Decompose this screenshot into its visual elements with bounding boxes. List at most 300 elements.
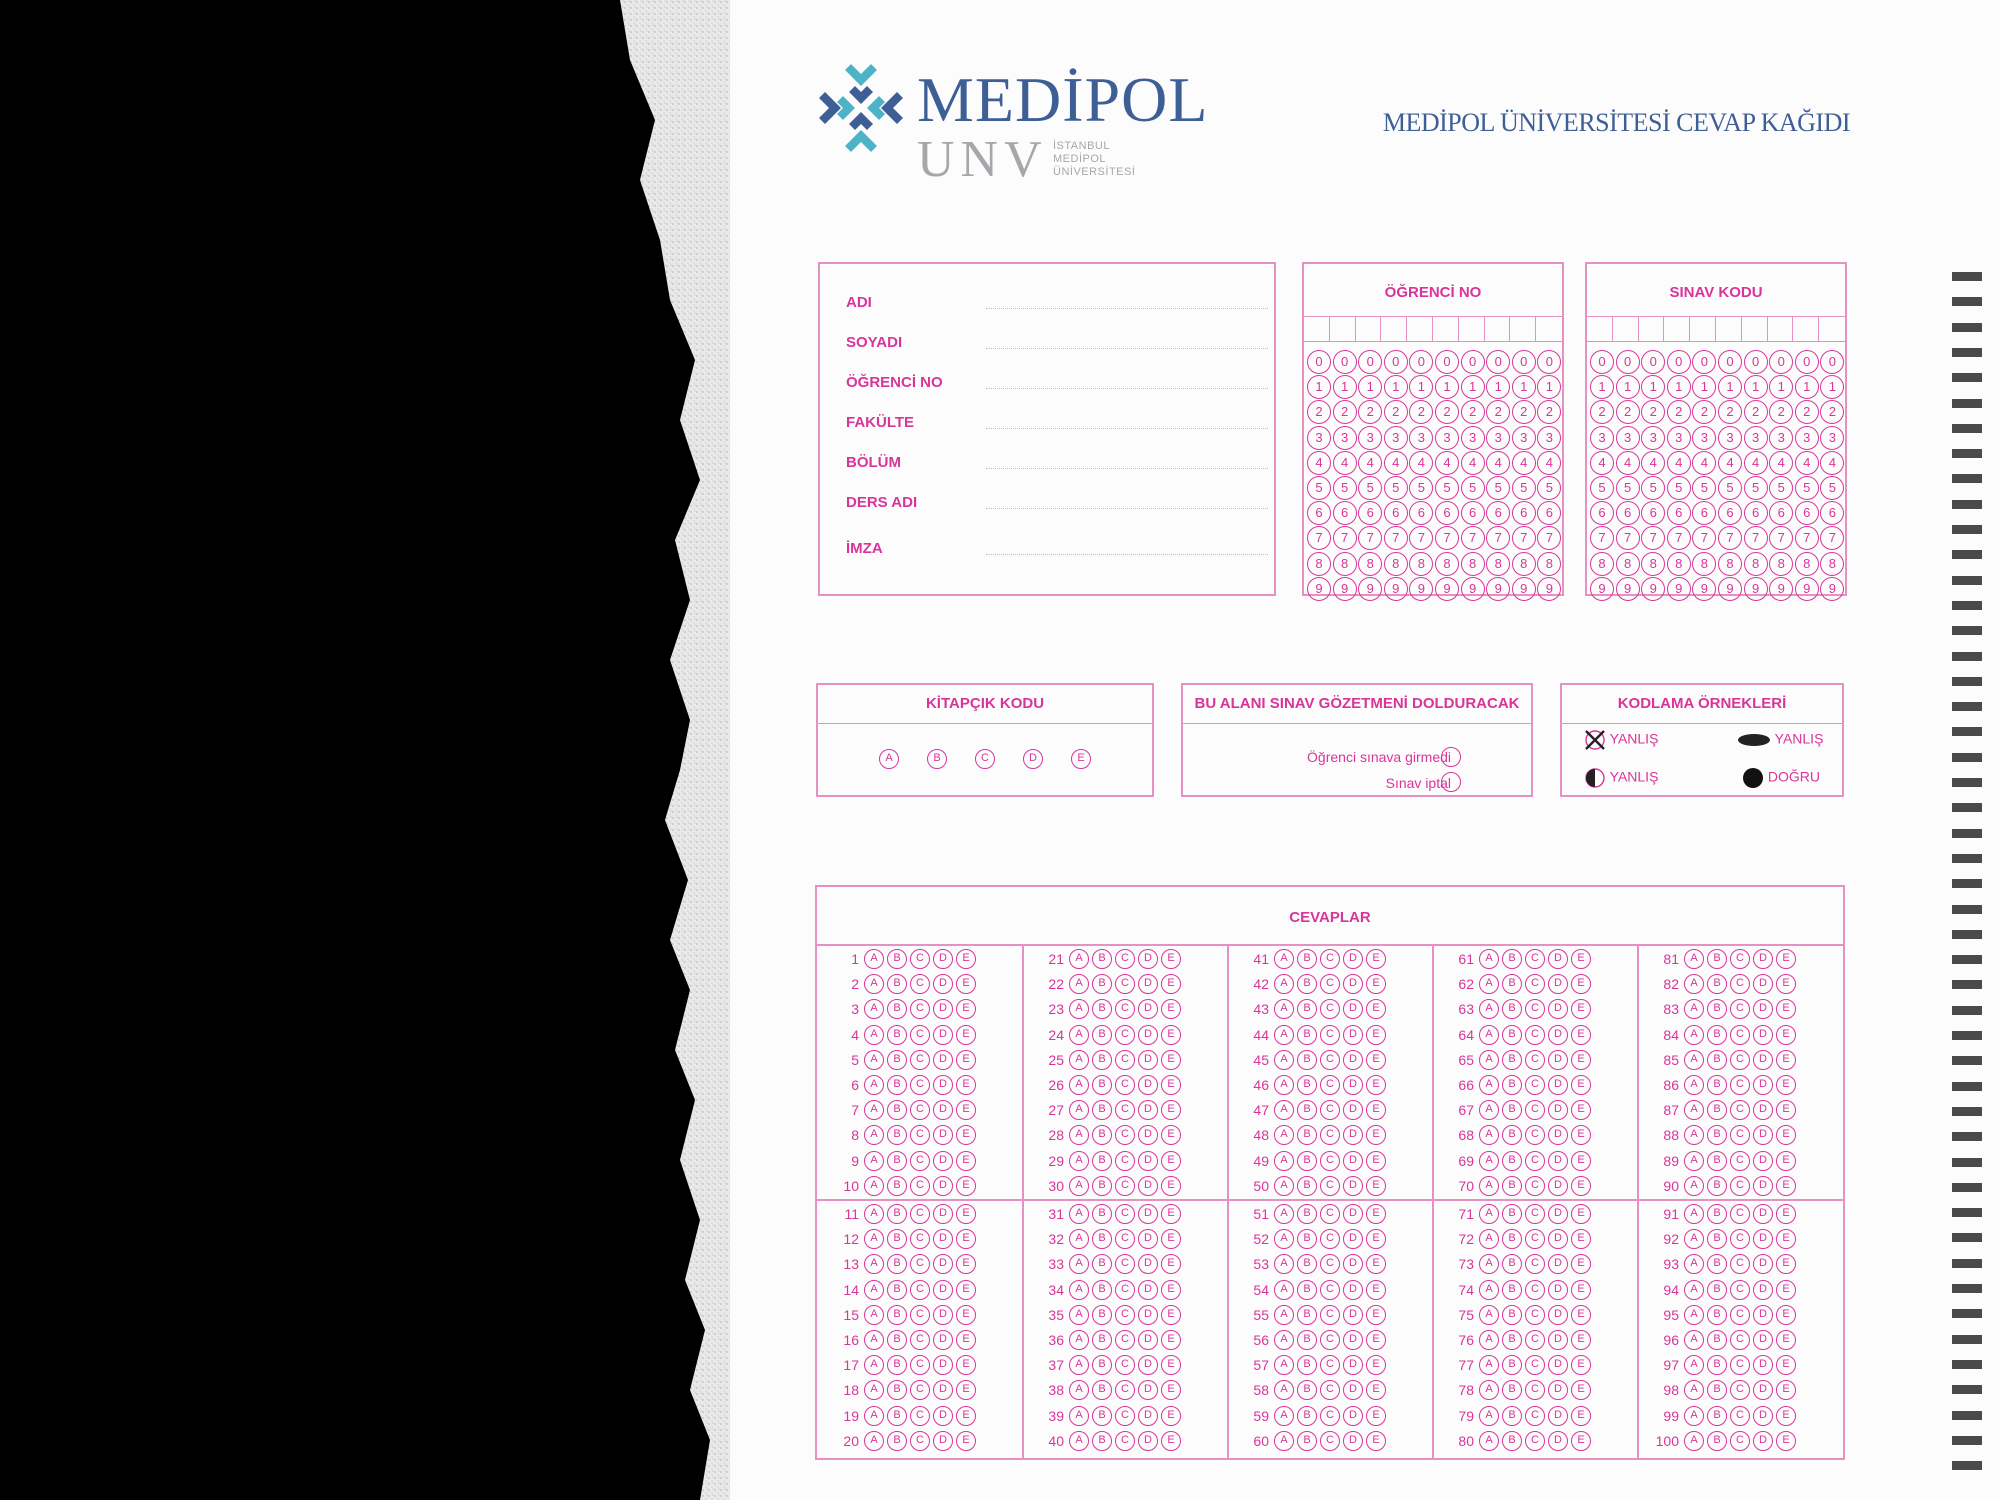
answer-bubble[interactable]: C [1525,1151,1545,1171]
answer-bubble[interactable]: A [1274,1280,1294,1300]
exam-code-digit-bubble[interactable]: 7 [1744,526,1768,550]
exam-code-digit-box[interactable] [1639,317,1665,341]
answer-bubble[interactable]: D [1753,1050,1773,1070]
student-number-digit-bubble[interactable]: 4 [1384,451,1408,475]
answer-bubble[interactable]: D [1548,1176,1568,1196]
answer-bubble[interactable]: D [933,1330,953,1350]
answer-bubble[interactable]: D [933,1176,953,1196]
answer-bubble[interactable]: A [1274,1229,1294,1249]
answer-bubble[interactable]: A [1684,1380,1704,1400]
answer-bubble[interactable]: D [1343,1050,1363,1070]
answer-bubble[interactable]: A [1069,1025,1089,1045]
answer-bubble[interactable]: A [864,1229,884,1249]
exam-code-digit-bubble[interactable]: 0 [1692,350,1716,374]
answer-bubble[interactable]: C [1730,1305,1750,1325]
answer-bubble[interactable]: D [1343,1330,1363,1350]
exam-code-digit-bubble[interactable]: 9 [1692,577,1716,601]
answer-bubble[interactable]: A [1274,1176,1294,1196]
exam-code-digit-bubble[interactable]: 8 [1744,552,1768,576]
answer-bubble[interactable]: E [1161,974,1181,994]
answer-bubble[interactable]: A [1479,1431,1499,1451]
exam-code-digit-bubble[interactable]: 2 [1820,400,1844,424]
answer-bubble[interactable]: C [1525,1204,1545,1224]
student-number-digit-bubble[interactable]: 4 [1435,451,1459,475]
answer-bubble[interactable]: D [933,999,953,1019]
answer-bubble[interactable]: D [1753,1254,1773,1274]
student-number-digit-bubble[interactable]: 5 [1307,476,1331,500]
answer-bubble[interactable]: E [1776,1100,1796,1120]
answer-bubble[interactable]: A [864,1075,884,1095]
answer-bubble[interactable]: A [1069,1406,1089,1426]
exam-code-digit-bubble[interactable]: 9 [1744,577,1768,601]
exam-code-digit-bubble[interactable]: 2 [1590,400,1614,424]
student-number-digit-bubble[interactable]: 0 [1333,350,1357,374]
answer-bubble[interactable]: A [1069,949,1089,969]
answer-bubble[interactable]: B [887,999,907,1019]
exam-code-digit-bubble[interactable]: 7 [1641,526,1665,550]
answer-bubble[interactable]: C [910,1075,930,1095]
student-number-digit-bubble[interactable]: 2 [1537,400,1561,424]
answer-bubble[interactable]: D [1138,1204,1158,1224]
exam-code-digit-box[interactable] [1587,317,1613,341]
exam-code-digit-bubble[interactable]: 5 [1667,476,1691,500]
student-number-digit-bubble[interactable]: 2 [1409,400,1433,424]
exam-code-digit-box[interactable] [1664,317,1690,341]
answer-bubble[interactable]: B [887,1280,907,1300]
answer-bubble[interactable]: B [1092,1280,1112,1300]
answer-bubble[interactable]: E [956,1075,976,1095]
answer-bubble[interactable]: A [864,949,884,969]
answer-bubble[interactable]: B [1502,1406,1522,1426]
answer-bubble[interactable]: A [864,1431,884,1451]
answer-bubble[interactable]: B [1297,1406,1317,1426]
answer-bubble[interactable]: E [1571,949,1591,969]
answer-bubble[interactable]: B [1502,1355,1522,1375]
answer-bubble[interactable]: A [1479,1355,1499,1375]
answer-bubble[interactable]: A [1274,949,1294,969]
exam-code-digit-bubble[interactable]: 0 [1744,350,1768,374]
answer-bubble[interactable]: B [1707,1125,1727,1145]
student-number-digit-bubble[interactable]: 8 [1461,552,1485,576]
student-number-digit-bubble[interactable]: 6 [1409,501,1433,525]
answer-bubble[interactable]: A [1274,1406,1294,1426]
answer-bubble[interactable]: A [864,1254,884,1274]
answer-bubble[interactable]: C [910,1305,930,1325]
answer-bubble[interactable]: E [1161,1229,1181,1249]
answer-bubble[interactable]: A [1069,1050,1089,1070]
answer-bubble[interactable]: E [1776,1176,1796,1196]
answer-bubble[interactable]: C [1320,1176,1340,1196]
answer-bubble[interactable]: A [1274,974,1294,994]
field-line[interactable] [986,348,1268,349]
answer-bubble[interactable]: C [1525,1380,1545,1400]
answer-bubble[interactable]: B [1297,1229,1317,1249]
answer-bubble[interactable]: E [1571,1254,1591,1274]
answer-bubble[interactable]: A [1684,974,1704,994]
student-number-digit-bubble[interactable]: 0 [1537,350,1561,374]
answer-bubble[interactable]: A [864,1380,884,1400]
answer-bubble[interactable]: D [1343,1100,1363,1120]
answer-bubble[interactable]: A [1069,1151,1089,1171]
answer-bubble[interactable]: D [1753,1280,1773,1300]
exam-code-digit-bubble[interactable]: 7 [1820,526,1844,550]
answer-bubble[interactable]: B [1707,1330,1727,1350]
answer-bubble[interactable]: C [1730,1355,1750,1375]
answer-bubble[interactable]: B [1502,999,1522,1019]
answer-bubble[interactable]: D [933,1100,953,1120]
answer-bubble[interactable]: A [1274,1431,1294,1451]
answer-bubble[interactable]: C [1730,1151,1750,1171]
booklet-option-bubble[interactable]: E [1071,749,1091,769]
answer-bubble[interactable]: A [1274,999,1294,1019]
student-number-digit-box[interactable] [1381,317,1407,341]
answer-bubble[interactable]: A [1069,1229,1089,1249]
answer-bubble[interactable]: E [956,1025,976,1045]
answer-bubble[interactable]: A [1274,1330,1294,1350]
answer-bubble[interactable]: D [1343,949,1363,969]
answer-bubble[interactable]: C [1320,974,1340,994]
exam-code-digit-bubble[interactable]: 4 [1692,451,1716,475]
answer-bubble[interactable]: C [1730,1204,1750,1224]
answer-bubble[interactable]: C [910,1406,930,1426]
answer-bubble[interactable]: A [864,1100,884,1120]
answer-bubble[interactable]: D [1548,974,1568,994]
answer-bubble[interactable]: D [933,949,953,969]
exam-code-digit-bubble[interactable]: 6 [1692,501,1716,525]
answer-bubble[interactable]: E [1571,1204,1591,1224]
answer-bubble[interactable]: D [1138,1050,1158,1070]
answer-bubble[interactable]: E [1366,1380,1386,1400]
exam-code-digit-bubble[interactable]: 7 [1616,526,1640,550]
answer-bubble[interactable]: A [1479,1025,1499,1045]
answer-bubble[interactable]: A [1274,1305,1294,1325]
answer-bubble[interactable]: B [887,1431,907,1451]
student-number-digit-bubble[interactable]: 1 [1358,375,1382,399]
answer-bubble[interactable]: A [1274,1204,1294,1224]
answer-bubble[interactable]: A [1684,1280,1704,1300]
exam-code-digit-bubble[interactable]: 4 [1744,451,1768,475]
student-number-digit-bubble[interactable]: 2 [1486,400,1510,424]
student-number-digit-bubble[interactable]: 6 [1358,501,1382,525]
answer-bubble[interactable]: B [1502,974,1522,994]
answer-bubble[interactable]: D [1138,1176,1158,1196]
student-number-digit-bubble[interactable]: 4 [1512,451,1536,475]
student-number-digit-box[interactable] [1536,317,1562,341]
answer-bubble[interactable]: C [1320,1204,1340,1224]
answer-bubble[interactable]: D [1138,949,1158,969]
answer-bubble[interactable]: D [1343,1075,1363,1095]
exam-code-digit-bubble[interactable]: 3 [1795,426,1819,450]
student-number-digit-bubble[interactable]: 1 [1435,375,1459,399]
student-number-digit-bubble[interactable]: 0 [1461,350,1485,374]
answer-bubble[interactable]: C [1115,1025,1135,1045]
answer-bubble[interactable]: E [1366,1176,1386,1196]
exam-code-digit-bubble[interactable]: 2 [1641,400,1665,424]
exam-code-digit-bubble[interactable]: 3 [1590,426,1614,450]
student-number-digit-bubble[interactable]: 6 [1307,501,1331,525]
exam-code-digit-bubble[interactable]: 2 [1616,400,1640,424]
answer-bubble[interactable]: E [1366,1125,1386,1145]
answer-bubble[interactable]: B [887,1229,907,1249]
exam-code-digit-bubble[interactable]: 8 [1616,552,1640,576]
student-number-digit-bubble[interactable]: 3 [1435,426,1459,450]
answer-bubble[interactable]: E [1571,1431,1591,1451]
answer-bubble[interactable]: C [1730,1125,1750,1145]
answer-bubble[interactable]: D [1548,1380,1568,1400]
answer-bubble[interactable]: B [887,1330,907,1350]
student-number-digit-bubble[interactable]: 8 [1512,552,1536,576]
answer-bubble[interactable]: C [1320,1254,1340,1274]
answer-bubble[interactable]: E [1776,1305,1796,1325]
answer-bubble[interactable]: D [1343,1406,1363,1426]
student-number-digit-box[interactable] [1459,317,1485,341]
answer-bubble[interactable]: B [1297,1025,1317,1045]
student-number-digit-bubble[interactable]: 1 [1409,375,1433,399]
student-number-digit-bubble[interactable]: 2 [1384,400,1408,424]
answer-bubble[interactable]: B [1502,1380,1522,1400]
answer-bubble[interactable]: C [1525,999,1545,1019]
exam-code-digit-bubble[interactable]: 6 [1616,501,1640,525]
answer-bubble[interactable]: B [887,1025,907,1045]
field-row[interactable] [846,334,1246,354]
answer-bubble[interactable]: B [1707,974,1727,994]
student-number-digit-bubble[interactable]: 7 [1358,526,1382,550]
answer-bubble[interactable]: E [1161,1254,1181,1274]
answer-bubble[interactable]: C [1525,1406,1545,1426]
answer-bubble[interactable]: C [1115,1125,1135,1145]
answer-bubble[interactable]: E [1161,1280,1181,1300]
answer-bubble[interactable]: C [910,1380,930,1400]
exam-code-digit-bubble[interactable]: 0 [1795,350,1819,374]
answer-bubble[interactable]: B [1092,974,1112,994]
answer-bubble[interactable]: D [1548,1280,1568,1300]
booklet-option-bubble[interactable]: A [879,749,899,769]
answer-bubble[interactable]: C [1320,999,1340,1019]
answer-bubble[interactable]: D [1548,1254,1568,1274]
answer-bubble[interactable]: C [910,1330,930,1350]
student-number-digit-bubble[interactable]: 2 [1333,400,1357,424]
exam-code-digit-box[interactable] [1690,317,1716,341]
answer-bubble[interactable]: E [1571,1229,1591,1249]
answer-bubble[interactable]: A [1274,1125,1294,1145]
exam-code-digit-bubble[interactable]: 4 [1590,451,1614,475]
answer-bubble[interactable]: C [1320,1330,1340,1350]
exam-code-digit-bubble[interactable]: 2 [1769,400,1793,424]
answer-bubble[interactable]: E [1776,1229,1796,1249]
answer-bubble[interactable]: A [1274,1100,1294,1120]
field-row[interactable] [846,374,1246,394]
answer-bubble[interactable]: B [1707,1406,1727,1426]
student-number-digit-bubble[interactable]: 9 [1486,577,1510,601]
answer-bubble[interactable]: A [1274,1050,1294,1070]
answer-bubble[interactable]: B [1707,949,1727,969]
answer-bubble[interactable]: C [1730,999,1750,1019]
student-number-digit-bubble[interactable]: 4 [1461,451,1485,475]
answer-bubble[interactable]: D [933,1075,953,1095]
answer-bubble[interactable]: B [1502,949,1522,969]
answer-bubble[interactable]: E [1161,1050,1181,1070]
student-number-digit-bubble[interactable]: 3 [1409,426,1433,450]
student-number-digit-bubble[interactable]: 5 [1461,476,1485,500]
answer-bubble[interactable]: E [1161,1125,1181,1145]
field-row[interactable] [846,540,1246,560]
booklet-option-bubble[interactable]: B [927,749,947,769]
field-row[interactable] [846,454,1246,474]
answer-bubble[interactable]: A [1069,1380,1089,1400]
answer-bubble[interactable]: D [1753,1330,1773,1350]
exam-code-digit-bubble[interactable]: 0 [1616,350,1640,374]
answer-bubble[interactable]: E [1776,1050,1796,1070]
answer-bubble[interactable]: B [1502,1176,1522,1196]
student-number-digit-bubble[interactable]: 7 [1537,526,1561,550]
answer-bubble[interactable]: E [1161,1075,1181,1095]
answer-bubble[interactable]: D [1343,1125,1363,1145]
exam-code-digit-bubble[interactable]: 1 [1820,375,1844,399]
answer-bubble[interactable]: E [1366,974,1386,994]
answer-bubble[interactable]: E [1776,1204,1796,1224]
answer-bubble[interactable]: E [956,1100,976,1120]
answer-bubble[interactable]: C [1525,949,1545,969]
exam-code-digit-bubble[interactable]: 3 [1744,426,1768,450]
answer-bubble[interactable]: B [1092,1125,1112,1145]
student-number-digit-bubble[interactable]: 8 [1486,552,1510,576]
answer-bubble[interactable]: B [1092,1355,1112,1375]
answer-bubble[interactable]: E [956,974,976,994]
exam-code-digit-bubble[interactable]: 4 [1667,451,1691,475]
answer-bubble[interactable]: E [1161,1176,1181,1196]
answer-bubble[interactable]: A [1274,1355,1294,1375]
answer-bubble[interactable]: B [1502,1125,1522,1145]
answer-bubble[interactable]: E [1161,1305,1181,1325]
answer-bubble[interactable]: B [1707,1431,1727,1451]
student-number-digit-bubble[interactable]: 0 [1435,350,1459,374]
answer-bubble[interactable]: E [1161,1330,1181,1350]
proctor-cancel-bubble[interactable] [1441,772,1461,792]
answer-bubble[interactable]: C [1525,1100,1545,1120]
answer-bubble[interactable]: A [1069,1305,1089,1325]
answer-bubble[interactable]: E [1161,1406,1181,1426]
answer-bubble[interactable]: D [1548,1406,1568,1426]
answer-bubble[interactable]: E [956,999,976,1019]
student-number-digit-bubble[interactable]: 7 [1384,526,1408,550]
student-number-digit-bubble[interactable]: 4 [1486,451,1510,475]
student-number-digit-bubble[interactable]: 5 [1358,476,1382,500]
answer-bubble[interactable]: A [1479,1151,1499,1171]
answer-bubble[interactable]: A [1479,1125,1499,1145]
answer-bubble[interactable]: C [1525,1125,1545,1145]
answer-bubble[interactable]: A [864,1305,884,1325]
answer-bubble[interactable]: D [1343,974,1363,994]
answer-bubble[interactable]: A [1069,1355,1089,1375]
exam-code-digit-bubble[interactable]: 3 [1667,426,1691,450]
student-number-digit-bubble[interactable]: 0 [1384,350,1408,374]
exam-code-digit-bubble[interactable]: 7 [1769,526,1793,550]
exam-code-digit-bubble[interactable]: 8 [1718,552,1742,576]
student-number-digit-box[interactable] [1330,317,1356,341]
exam-code-digit-bubble[interactable]: 3 [1769,426,1793,450]
student-number-digit-bubble[interactable]: 0 [1307,350,1331,374]
exam-code-digit-bubble[interactable]: 4 [1795,451,1819,475]
student-number-digit-bubble[interactable]: 7 [1486,526,1510,550]
exam-code-digit-bubble[interactable]: 6 [1718,501,1742,525]
student-number-digit-bubble[interactable]: 7 [1409,526,1433,550]
exam-code-digit-bubble[interactable]: 0 [1641,350,1665,374]
exam-code-digit-bubble[interactable]: 5 [1692,476,1716,500]
answer-bubble[interactable]: B [887,974,907,994]
student-number-digit-bubble[interactable]: 3 [1486,426,1510,450]
exam-code-digit-bubble[interactable]: 4 [1718,451,1742,475]
answer-bubble[interactable]: B [1297,1050,1317,1070]
exam-code-digit-bubble[interactable]: 1 [1667,375,1691,399]
exam-code-digit-bubble[interactable]: 5 [1641,476,1665,500]
answer-bubble[interactable]: B [1502,1280,1522,1300]
answer-bubble[interactable]: A [1479,1075,1499,1095]
answer-bubble[interactable]: C [1115,1280,1135,1300]
answer-bubble[interactable]: A [1479,1330,1499,1350]
answer-bubble[interactable]: E [1571,1025,1591,1045]
student-number-digit-bubble[interactable]: 7 [1307,526,1331,550]
exam-code-digit-bubble[interactable]: 5 [1744,476,1768,500]
exam-code-digit-bubble[interactable]: 6 [1744,501,1768,525]
answer-bubble[interactable]: C [1730,949,1750,969]
answer-bubble[interactable]: A [864,1151,884,1171]
answer-bubble[interactable]: D [1343,1355,1363,1375]
answer-bubble[interactable]: C [1525,1305,1545,1325]
answer-bubble[interactable]: C [910,949,930,969]
answer-bubble[interactable]: B [1707,1254,1727,1274]
answer-bubble[interactable]: E [1161,1025,1181,1045]
answer-bubble[interactable]: E [1571,1406,1591,1426]
answer-bubble[interactable]: A [1479,1305,1499,1325]
answer-bubble[interactable]: B [1502,1025,1522,1045]
answer-bubble[interactable]: C [910,999,930,1019]
answer-bubble[interactable]: D [1548,1100,1568,1120]
exam-code-digit-bubble[interactable]: 4 [1769,451,1793,475]
answer-bubble[interactable]: E [1366,1229,1386,1249]
answer-bubble[interactable]: D [933,974,953,994]
answer-bubble[interactable]: E [1776,1151,1796,1171]
answer-bubble[interactable]: C [1730,1100,1750,1120]
answer-bubble[interactable]: B [1297,1380,1317,1400]
answer-bubble[interactable]: E [1366,1406,1386,1426]
answer-bubble[interactable]: E [1776,1075,1796,1095]
exam-code-digit-bubble[interactable]: 0 [1667,350,1691,374]
answer-bubble[interactable]: E [1366,999,1386,1019]
answer-bubble[interactable]: A [1479,1100,1499,1120]
exam-code-digit-bubble[interactable]: 2 [1718,400,1742,424]
answer-bubble[interactable]: E [1161,1100,1181,1120]
answer-bubble[interactable]: D [933,1380,953,1400]
answer-bubble[interactable]: A [1479,974,1499,994]
answer-bubble[interactable]: D [1753,974,1773,994]
student-number-digit-bubble[interactable]: 2 [1512,400,1536,424]
answer-bubble[interactable]: A [864,1125,884,1145]
answer-bubble[interactable]: C [1730,1229,1750,1249]
answer-bubble[interactable]: C [1525,1075,1545,1095]
answer-bubble[interactable]: D [933,1025,953,1045]
answer-bubble[interactable]: E [1776,1406,1796,1426]
answer-bubble[interactable]: B [1502,1431,1522,1451]
answer-bubble[interactable]: A [1684,1151,1704,1171]
answer-bubble[interactable]: A [864,974,884,994]
student-number-digit-bubble[interactable]: 3 [1461,426,1485,450]
answer-bubble[interactable]: E [1571,1050,1591,1070]
field-row[interactable] [846,294,1246,314]
answer-bubble[interactable]: D [1138,999,1158,1019]
answer-bubble[interactable]: B [1297,999,1317,1019]
answer-bubble[interactable]: C [1730,974,1750,994]
answer-bubble[interactable]: A [864,1280,884,1300]
